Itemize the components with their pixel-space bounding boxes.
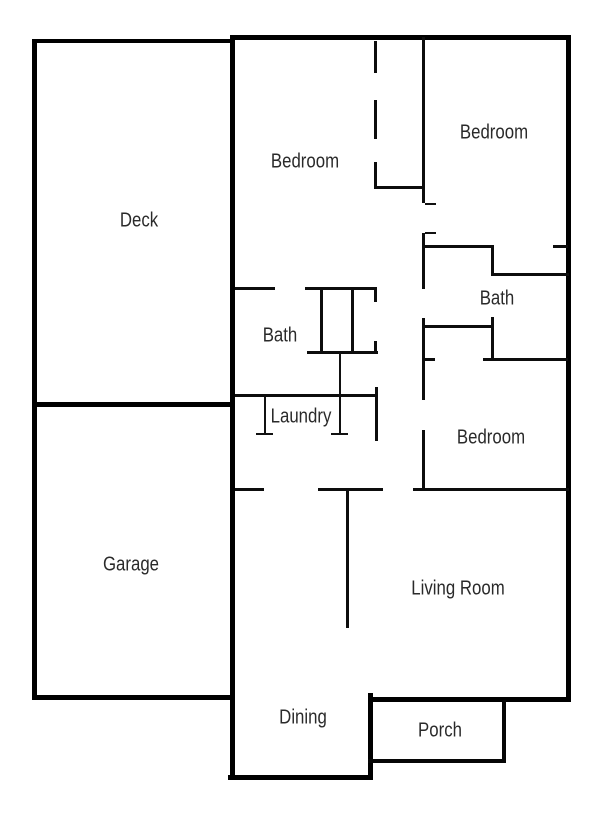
right-closet-side-wall bbox=[491, 245, 494, 275]
house-top-wall bbox=[230, 35, 571, 40]
room-label-bath-right: Bath bbox=[479, 287, 515, 310]
room-label-deck: Deck bbox=[119, 209, 159, 232]
bath-right-bottom-wall bbox=[422, 325, 494, 328]
bath-middle-top-wall-right bbox=[305, 287, 377, 290]
bath-laundry-divider-wall bbox=[235, 394, 378, 397]
right-closet-bottom-wall bbox=[491, 273, 569, 276]
hall-bottom-wall-left bbox=[235, 488, 264, 491]
closet-bottom-wall bbox=[377, 186, 425, 189]
hall-right-wall-mid bbox=[422, 233, 425, 289]
hall-right-wall-upper bbox=[422, 37, 425, 203]
garage-bottom-wall bbox=[32, 695, 233, 700]
room-label-bath-middle: Bath bbox=[262, 324, 298, 347]
room-label-living-room: Living Room bbox=[411, 577, 505, 600]
laundry-door-leaf-2 bbox=[339, 353, 341, 435]
utility-closet-divider-1 bbox=[320, 287, 323, 354]
bath-right-divider-wall bbox=[491, 317, 494, 361]
deck-garage-divider-wall bbox=[32, 402, 230, 407]
closet-front-dash-2 bbox=[374, 100, 377, 139]
bedroom-right-top-wall bbox=[483, 358, 568, 361]
porch-bottom-wall bbox=[368, 759, 506, 763]
dining-bottom-wall bbox=[228, 775, 373, 780]
room-label-dining: Dining bbox=[279, 706, 327, 729]
deck-top-wall bbox=[32, 39, 230, 43]
bedroom-right-top-tick bbox=[422, 358, 435, 361]
bedroom-door-jamb-upper bbox=[425, 203, 436, 205]
hall-left-wall-tick-upper bbox=[374, 287, 377, 302]
living-room-bottom-wall bbox=[368, 697, 571, 702]
bath-middle-top-wall-left bbox=[235, 287, 275, 290]
laundry-door-stop-1 bbox=[256, 433, 273, 435]
house-left-wall bbox=[230, 35, 235, 780]
room-label-bedroom-top-right: Bedroom bbox=[459, 121, 529, 144]
laundry-door-leaf-1 bbox=[264, 397, 266, 435]
house-right-wall bbox=[566, 35, 571, 702]
utility-closet-divider-2 bbox=[351, 287, 354, 354]
laundry-right-wall bbox=[375, 387, 378, 441]
bedroom-door-jamb-lower bbox=[425, 232, 436, 234]
living-room-top-wall bbox=[413, 488, 569, 491]
porch-right-wall bbox=[502, 700, 506, 763]
closet-front-dash-1 bbox=[374, 41, 377, 73]
dining-living-divider-wall bbox=[346, 491, 349, 628]
bath-right-top-wall-tick bbox=[553, 245, 568, 248]
room-label-porch: Porch bbox=[418, 719, 462, 742]
porch-left-wall bbox=[368, 693, 373, 780]
deck-left-wall bbox=[32, 39, 37, 700]
hall-bottom-wall-mid bbox=[318, 488, 383, 491]
room-label-laundry: Laundry bbox=[270, 405, 332, 428]
bath-right-top-wall bbox=[422, 245, 494, 248]
room-label-bedroom-top-middle: Bedroom bbox=[270, 150, 340, 173]
laundry-door-stop-2 bbox=[331, 433, 348, 435]
room-label-garage: Garage bbox=[102, 553, 160, 576]
hall-right-wall-bottom bbox=[422, 430, 425, 490]
hall-left-wall-tick-lower bbox=[374, 341, 377, 354]
closet-front-dash-3 bbox=[374, 162, 377, 189]
room-label-bedroom-right: Bedroom bbox=[456, 426, 526, 449]
utility-closet-bottom-wall bbox=[307, 351, 378, 354]
